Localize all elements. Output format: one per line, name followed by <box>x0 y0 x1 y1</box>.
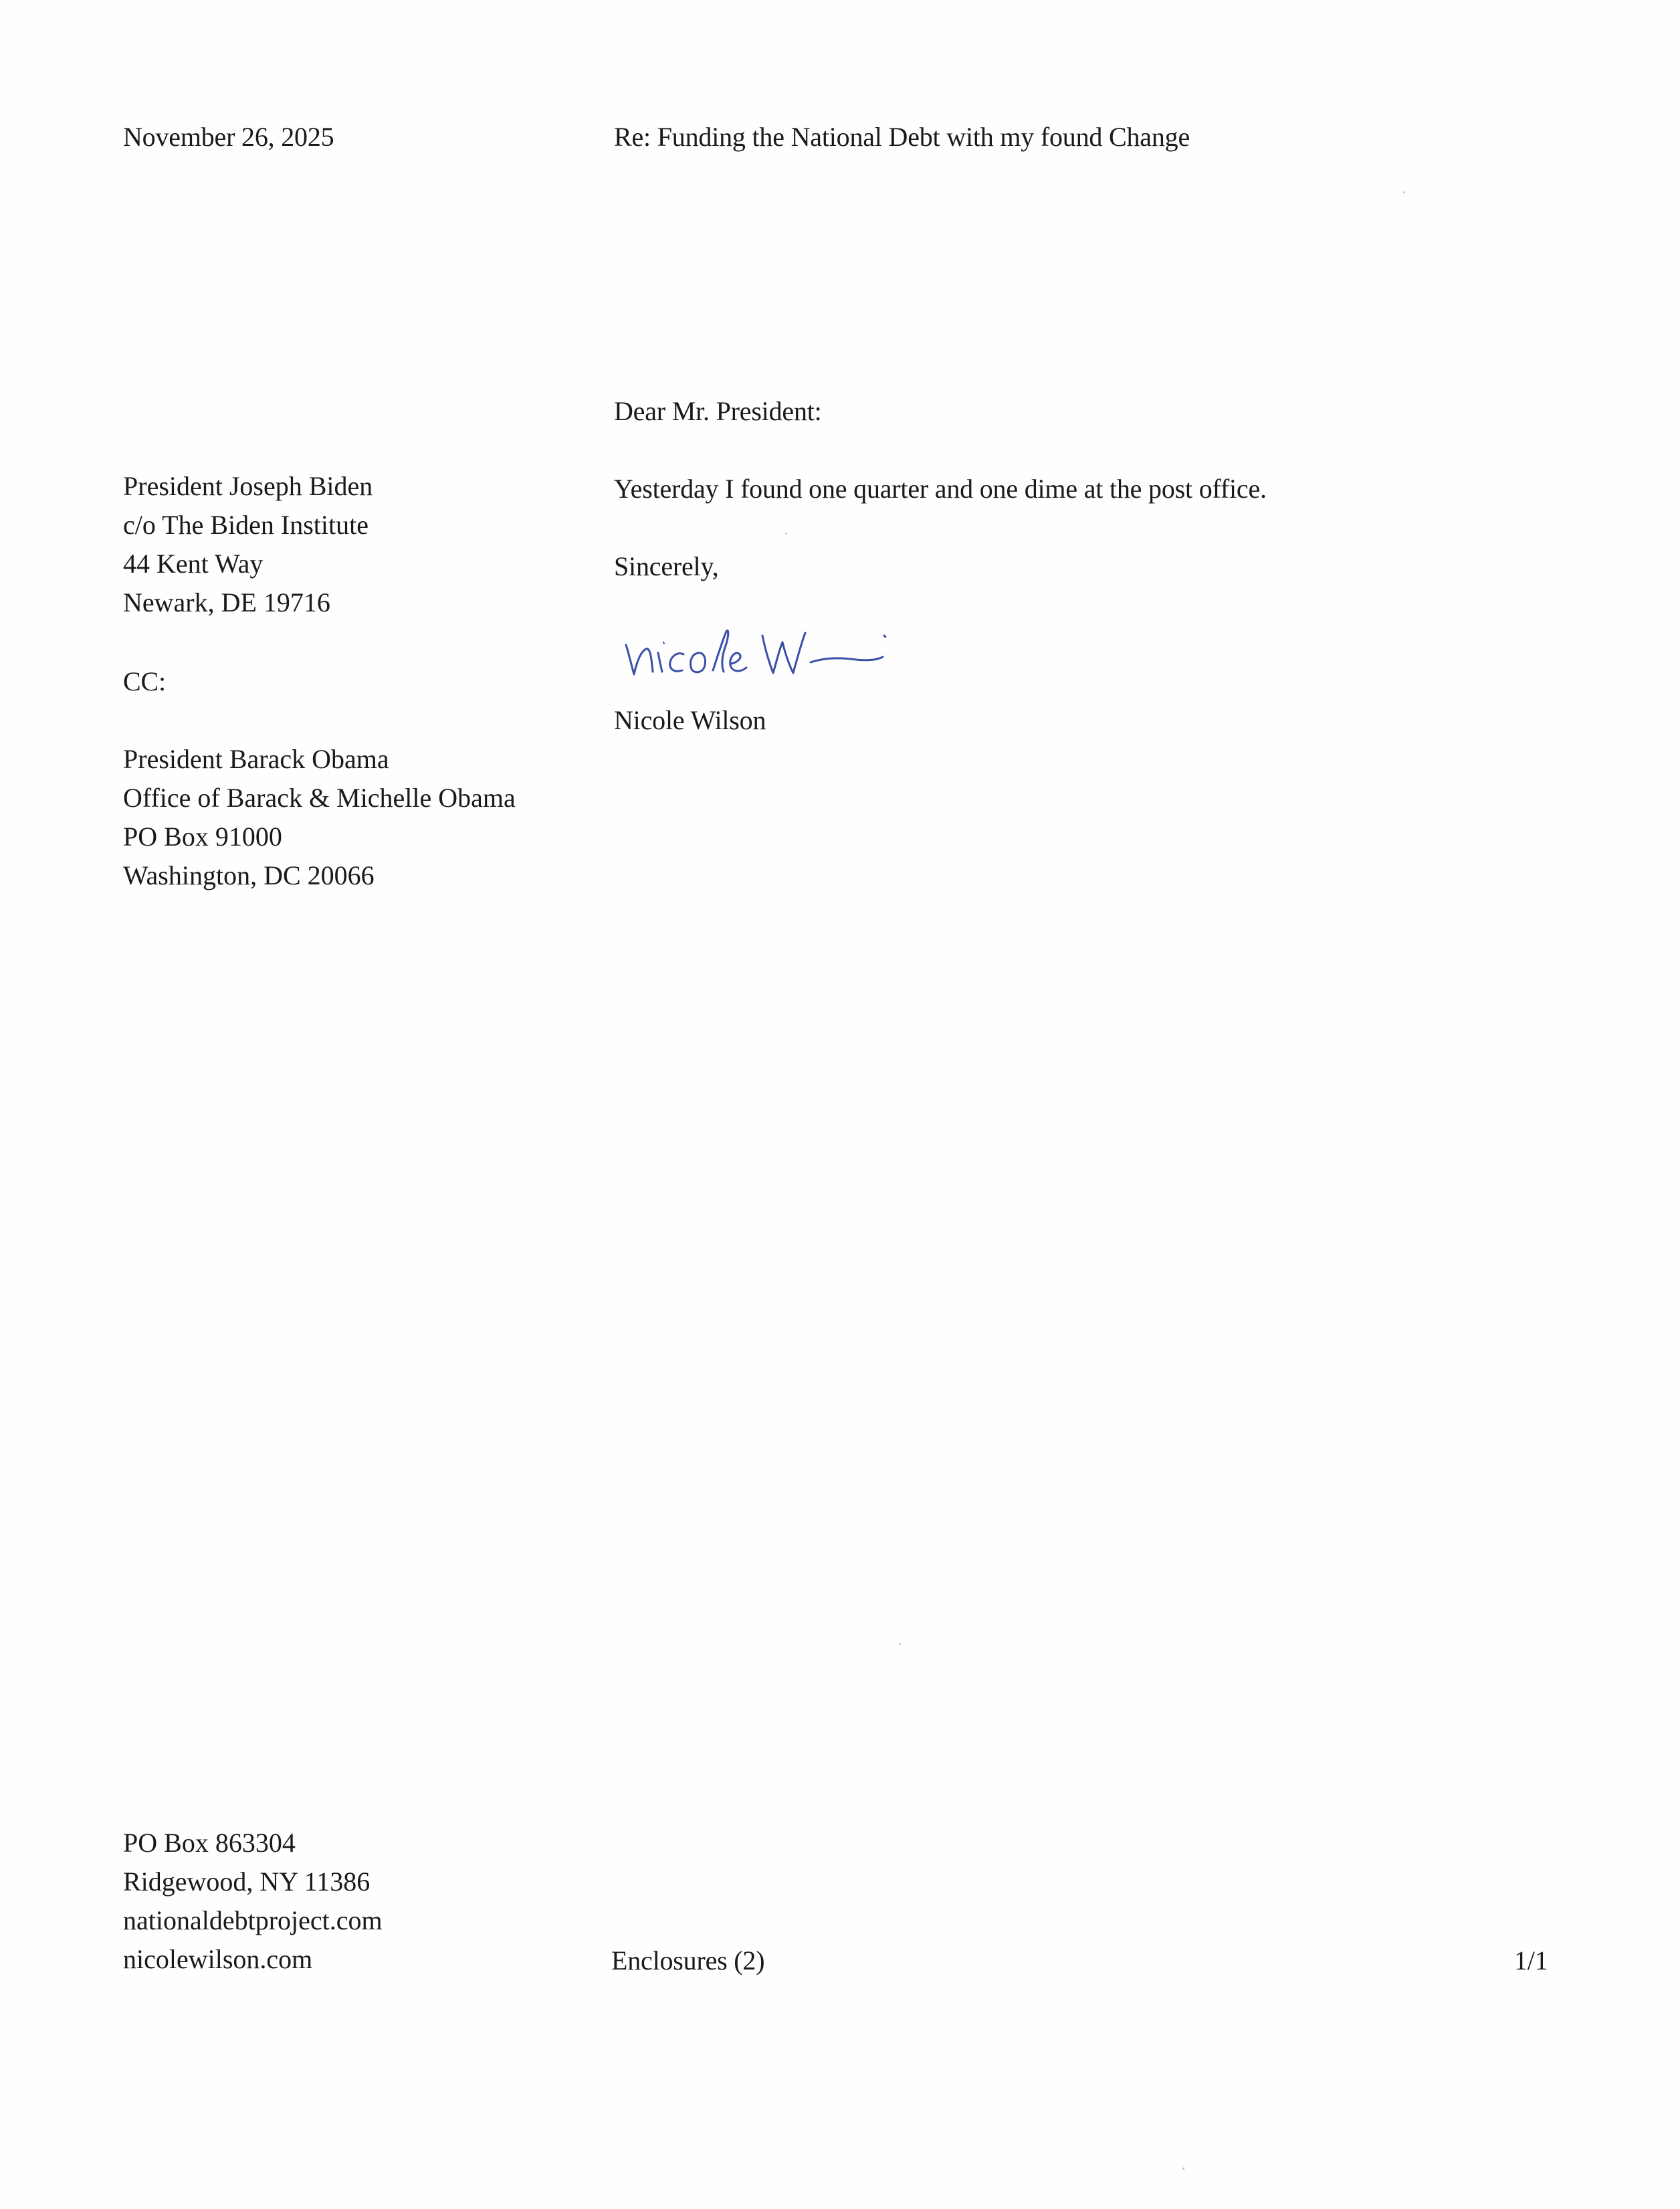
recipient-line: Newark, DE 19716 <box>123 587 330 617</box>
enclosures-note: Enclosures (2) <box>611 1945 765 1976</box>
recipient-address <box>123 467 373 622</box>
letter-subject: Re: Funding the National Debt with my found Change <box>614 122 1190 152</box>
scan-speck <box>1182 2168 1184 2170</box>
recipient-line: 44 Kent Way <box>123 549 264 579</box>
recipient-line: c/o The Biden Institute <box>123 510 369 540</box>
scan-speck <box>899 1643 901 1645</box>
sender-address <box>123 1824 383 1979</box>
letter-body: Yesterday I found one quarter and one dime at the post office. <box>614 474 1267 504</box>
salutation: Dear Mr. President: <box>614 396 822 426</box>
handwritten-signature <box>622 615 930 689</box>
scan-speck <box>785 533 787 535</box>
cc-line: Office of Barack & Michelle Obama <box>123 783 516 813</box>
cc-address <box>123 740 516 895</box>
page-number: 1/1 <box>1514 1945 1548 1976</box>
closing: Sincerely, <box>614 551 719 581</box>
recipient-line: President Joseph Biden <box>123 471 373 501</box>
cc-line: President Barack Obama <box>123 744 389 774</box>
sender-line: Ridgewood, NY 11386 <box>123 1866 371 1897</box>
sender-line: nationaldebtproject.com <box>123 1905 383 1935</box>
sender-line: nicolewilson.com <box>123 1944 313 1974</box>
sender-line: PO Box 863304 <box>123 1828 296 1858</box>
cc-line: Washington, DC 20066 <box>123 860 375 890</box>
cc-label: CC: <box>123 666 166 696</box>
scan-speck <box>1403 191 1405 193</box>
letter-date: November 26, 2025 <box>123 122 334 152</box>
cc-line: PO Box 91000 <box>123 822 282 852</box>
signer-name: Nicole Wilson <box>614 705 766 735</box>
